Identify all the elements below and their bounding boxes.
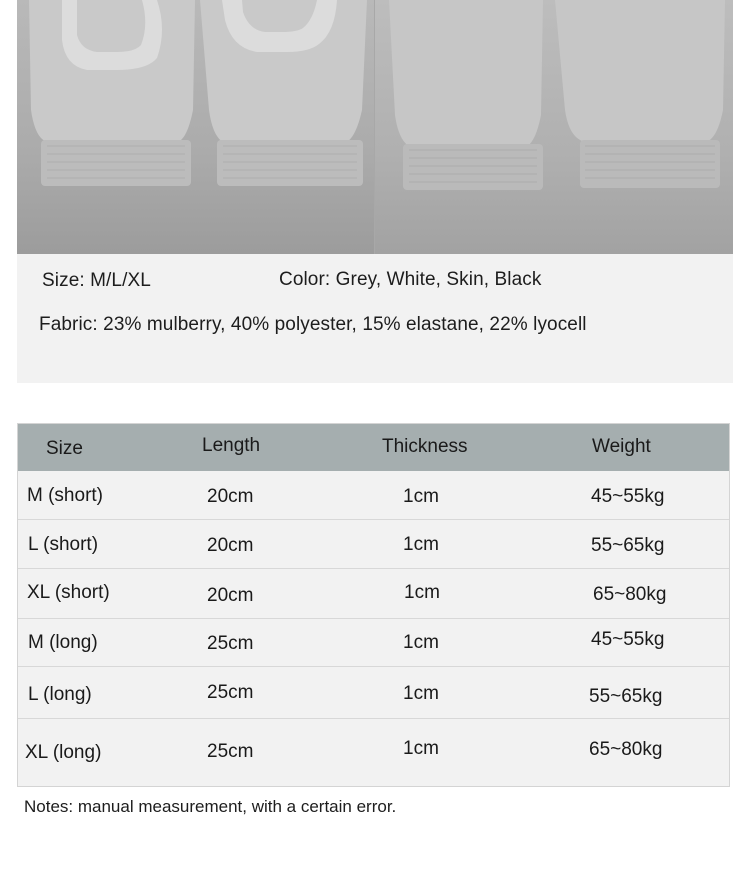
row-thickness: 1cm bbox=[403, 683, 439, 704]
row-size: M (long) bbox=[28, 632, 98, 653]
size-table bbox=[17, 423, 730, 787]
row-weight: 65~80kg bbox=[589, 739, 663, 760]
knee-sleeve-pair-graphic bbox=[17, 0, 374, 254]
header-weight: Weight bbox=[592, 436, 651, 457]
row-size: L (short) bbox=[28, 534, 99, 555]
row-divider bbox=[18, 618, 729, 619]
row-divider bbox=[18, 519, 729, 520]
row-divider bbox=[18, 568, 729, 569]
row-weight: 55~65kg bbox=[591, 535, 665, 556]
knee-sleeve-pair-graphic-back bbox=[375, 0, 733, 254]
row-thickness: 1cm bbox=[403, 486, 439, 507]
row-weight: 45~55kg bbox=[591, 629, 665, 650]
size-spec: Size: M/L/XL bbox=[42, 270, 151, 291]
row-weight: 65~80kg bbox=[593, 584, 667, 605]
header-length: Length bbox=[202, 435, 261, 456]
product-photo-right bbox=[374, 0, 733, 254]
row-weight: 55~65kg bbox=[589, 686, 663, 707]
row-thickness: 1cm bbox=[403, 632, 439, 653]
row-weight: 45~55kg bbox=[591, 486, 665, 507]
color-spec: Color: Grey, White, Skin, Black bbox=[279, 269, 542, 290]
row-size: XL (long) bbox=[25, 742, 102, 763]
spec-info-box bbox=[17, 254, 733, 383]
row-thickness: 1cm bbox=[403, 738, 439, 759]
fabric-spec: Fabric: 23% mulberry, 40% polyester, 15% elastane, 22% lyocell bbox=[39, 314, 587, 335]
row-size: L (long) bbox=[28, 684, 92, 705]
row-divider bbox=[18, 718, 729, 719]
row-length: 20cm bbox=[207, 535, 254, 556]
product-photo-left bbox=[17, 0, 374, 254]
row-divider bbox=[18, 666, 729, 667]
row-length: 20cm bbox=[207, 486, 254, 507]
row-thickness: 1cm bbox=[403, 534, 439, 555]
row-size: XL (short) bbox=[27, 582, 110, 603]
header-size: Size bbox=[46, 438, 83, 459]
row-size: M (short) bbox=[27, 485, 103, 506]
row-length: 20cm bbox=[207, 585, 254, 606]
header-thickness: Thickness bbox=[382, 436, 468, 457]
table-header bbox=[18, 424, 729, 471]
measurement-note: Notes: manual measurement, with a certain error. bbox=[24, 797, 397, 816]
row-length: 25cm bbox=[207, 682, 254, 703]
row-length: 25cm bbox=[207, 741, 254, 762]
row-length: 25cm bbox=[207, 633, 254, 654]
row-thickness: 1cm bbox=[404, 582, 440, 603]
product-photo bbox=[17, 0, 733, 254]
